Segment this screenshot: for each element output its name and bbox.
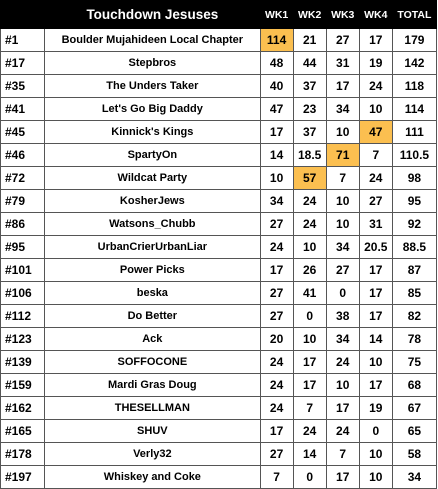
total-score-cell: 85 (392, 282, 436, 305)
week2-score-cell: 44 (293, 52, 326, 75)
rank-cell: #139 (1, 351, 45, 374)
table-row (1, 29, 437, 52)
rank-cell: #159 (1, 374, 45, 397)
rank-cell: #123 (1, 328, 45, 351)
team-name-cell: Do Better (45, 305, 260, 328)
week1-score-cell: 27 (260, 282, 293, 305)
week2-score-cell: 24 (293, 213, 326, 236)
team-name-cell: beska (45, 282, 260, 305)
total-score-cell: 111 (392, 121, 436, 144)
week4-score-cell: 27 (359, 190, 392, 213)
rank-cell: #101 (1, 259, 45, 282)
rank-cell: #79 (1, 190, 45, 213)
week1-score-cell: 48 (260, 52, 293, 75)
week1-score-cell: 10 (260, 167, 293, 190)
week3-score-cell: 24 (326, 351, 359, 374)
week2-score-cell: 14 (293, 443, 326, 466)
week2-score-cell: 41 (293, 282, 326, 305)
total-score-cell: 110.5 (392, 144, 436, 167)
week3-score-cell: 17 (326, 75, 359, 98)
week4-score-cell: 24 (359, 167, 392, 190)
rank-cell: #95 (1, 236, 45, 259)
week1-score-cell: 17 (260, 121, 293, 144)
table-row (1, 397, 437, 420)
week3-score-cell: 10 (326, 190, 359, 213)
table-row (1, 144, 437, 167)
wk2-header: WK2 (293, 1, 326, 29)
total-score-cell: 78 (392, 328, 436, 351)
week4-score-cell: 10 (359, 351, 392, 374)
week2-score-cell: 17 (293, 374, 326, 397)
team-name-cell: Let's Go Big Daddy (45, 98, 260, 121)
week2-score-cell: 24 (293, 420, 326, 443)
week1-score-cell: 34 (260, 190, 293, 213)
week2-score-cell: 37 (293, 75, 326, 98)
week4-score-cell: 20.5 (359, 236, 392, 259)
total-score-cell: 118 (392, 75, 436, 98)
rank-cell: #106 (1, 282, 45, 305)
rank-cell: #46 (1, 144, 45, 167)
week4-score-cell: 14 (359, 328, 392, 351)
table-row (1, 374, 437, 397)
table-row (1, 121, 437, 144)
week3-score-cell: 38 (326, 305, 359, 328)
week4-score-cell: 31 (359, 213, 392, 236)
wk1-header: WK1 (260, 1, 293, 29)
week3-score-cell: 10 (326, 374, 359, 397)
week2-score-cell: 10 (293, 328, 326, 351)
team-name-cell: Ack (45, 328, 260, 351)
week4-score-cell: 10 (359, 98, 392, 121)
standings-header (1, 1, 437, 29)
total-score-cell: 98 (392, 167, 436, 190)
week1-score-cell: 24 (260, 397, 293, 420)
total-score-cell: 82 (392, 305, 436, 328)
total-score-cell: 92 (392, 213, 436, 236)
rank-header (1, 1, 45, 29)
week1-score-cell: 27 (260, 305, 293, 328)
total-score-cell: 34 (392, 466, 436, 489)
team-name-cell: SHUV (45, 420, 260, 443)
week1-score-cell: 24 (260, 351, 293, 374)
rank-cell: #178 (1, 443, 45, 466)
week1-score-cell: 14 (260, 144, 293, 167)
week3-score-cell: 17 (326, 466, 359, 489)
rank-cell: #72 (1, 167, 45, 190)
rank-cell: #45 (1, 121, 45, 144)
week2-score-cell: 7 (293, 397, 326, 420)
team-name-cell: Watsons_Chubb (45, 213, 260, 236)
team-name-cell: Power Picks (45, 259, 260, 282)
total-score-cell: 75 (392, 351, 436, 374)
total-score-cell: 58 (392, 443, 436, 466)
table-row (1, 75, 437, 98)
week3-score-cell: 27 (326, 29, 359, 52)
week4-score-cell: 7 (359, 144, 392, 167)
week4-score-cell: 47 (359, 121, 392, 144)
rank-cell: #1 (1, 29, 45, 52)
week2-score-cell: 24 (293, 190, 326, 213)
rank-cell: #35 (1, 75, 45, 98)
total-score-cell: 95 (392, 190, 436, 213)
week4-score-cell: 19 (359, 52, 392, 75)
table-row (1, 167, 437, 190)
week1-score-cell: 47 (260, 98, 293, 121)
week4-score-cell: 0 (359, 420, 392, 443)
team-name-cell: UrbanCrierUrbanLiar (45, 236, 260, 259)
table-title: Touchdown Jesuses (45, 1, 260, 29)
total-score-cell: 179 (392, 29, 436, 52)
rank-cell: #41 (1, 98, 45, 121)
rank-cell: #86 (1, 213, 45, 236)
week4-score-cell: 10 (359, 466, 392, 489)
table-row (1, 213, 437, 236)
week4-score-cell: 24 (359, 75, 392, 98)
total-score-cell: 68 (392, 374, 436, 397)
table-row (1, 282, 437, 305)
week4-score-cell: 10 (359, 443, 392, 466)
week3-score-cell: 34 (326, 98, 359, 121)
table-row (1, 98, 437, 121)
week1-score-cell: 24 (260, 236, 293, 259)
week1-score-cell: 40 (260, 75, 293, 98)
team-name-cell: Wildcat Party (45, 167, 260, 190)
week4-score-cell: 17 (359, 305, 392, 328)
team-name-cell: Kinnick's Kings (45, 121, 260, 144)
week2-score-cell: 57 (293, 167, 326, 190)
week3-score-cell: 10 (326, 213, 359, 236)
rank-cell: #17 (1, 52, 45, 75)
standings-body (1, 29, 437, 489)
team-name-cell: SOFFOCONE (45, 351, 260, 374)
week1-score-cell: 24 (260, 374, 293, 397)
week2-score-cell: 18.5 (293, 144, 326, 167)
total-score-cell: 114 (392, 98, 436, 121)
team-name-cell: Mardi Gras Doug (45, 374, 260, 397)
week3-score-cell: 31 (326, 52, 359, 75)
team-name-cell: Whiskey and Coke (45, 466, 260, 489)
week3-score-cell: 34 (326, 236, 359, 259)
total-score-cell: 67 (392, 397, 436, 420)
week1-score-cell: 17 (260, 259, 293, 282)
week2-score-cell: 23 (293, 98, 326, 121)
table-row (1, 236, 437, 259)
total-score-cell: 65 (392, 420, 436, 443)
week3-score-cell: 0 (326, 282, 359, 305)
week2-score-cell: 10 (293, 236, 326, 259)
total-score-cell: 87 (392, 259, 436, 282)
table-row (1, 328, 437, 351)
rank-cell: #165 (1, 420, 45, 443)
team-name-cell: Stepbros (45, 52, 260, 75)
wk3-header: WK3 (326, 1, 359, 29)
week4-score-cell: 17 (359, 259, 392, 282)
rank-cell: #162 (1, 397, 45, 420)
week2-score-cell: 0 (293, 466, 326, 489)
week4-score-cell: 17 (359, 374, 392, 397)
week1-score-cell: 27 (260, 213, 293, 236)
week2-score-cell: 0 (293, 305, 326, 328)
week1-score-cell: 17 (260, 420, 293, 443)
team-name-cell: SpartyOn (45, 144, 260, 167)
week1-score-cell: 20 (260, 328, 293, 351)
header-row (1, 1, 437, 29)
week2-score-cell: 17 (293, 351, 326, 374)
rank-cell: #112 (1, 305, 45, 328)
week4-score-cell: 19 (359, 397, 392, 420)
total-score-cell: 142 (392, 52, 436, 75)
week3-score-cell: 24 (326, 420, 359, 443)
table-row (1, 466, 437, 489)
week3-score-cell: 7 (326, 167, 359, 190)
week2-score-cell: 37 (293, 121, 326, 144)
wk4-header: WK4 (359, 1, 392, 29)
week1-score-cell: 7 (260, 466, 293, 489)
week3-score-cell: 34 (326, 328, 359, 351)
week3-score-cell: 71 (326, 144, 359, 167)
week1-score-cell: 27 (260, 443, 293, 466)
week3-score-cell: 7 (326, 443, 359, 466)
rank-cell: #197 (1, 466, 45, 489)
team-name-cell: THESELLMAN (45, 397, 260, 420)
table-row (1, 190, 437, 213)
week4-score-cell: 17 (359, 29, 392, 52)
table-row (1, 259, 437, 282)
table-row (1, 52, 437, 75)
table-row (1, 351, 437, 374)
week1-score-cell: 114 (260, 29, 293, 52)
total-score-cell: 88.5 (392, 236, 436, 259)
team-name-cell: KosherJews (45, 190, 260, 213)
week2-score-cell: 21 (293, 29, 326, 52)
table-row (1, 305, 437, 328)
table-row (1, 443, 437, 466)
week2-score-cell: 26 (293, 259, 326, 282)
team-name-cell: The Unders Taker (45, 75, 260, 98)
table-row (1, 420, 437, 443)
week3-score-cell: 17 (326, 397, 359, 420)
week3-score-cell: 10 (326, 121, 359, 144)
week3-score-cell: 27 (326, 259, 359, 282)
week4-score-cell: 17 (359, 282, 392, 305)
team-name-cell: Boulder Mujahideen Local Chapter (45, 29, 260, 52)
team-name-cell: Verly32 (45, 443, 260, 466)
total-header: TOTAL (392, 1, 436, 29)
